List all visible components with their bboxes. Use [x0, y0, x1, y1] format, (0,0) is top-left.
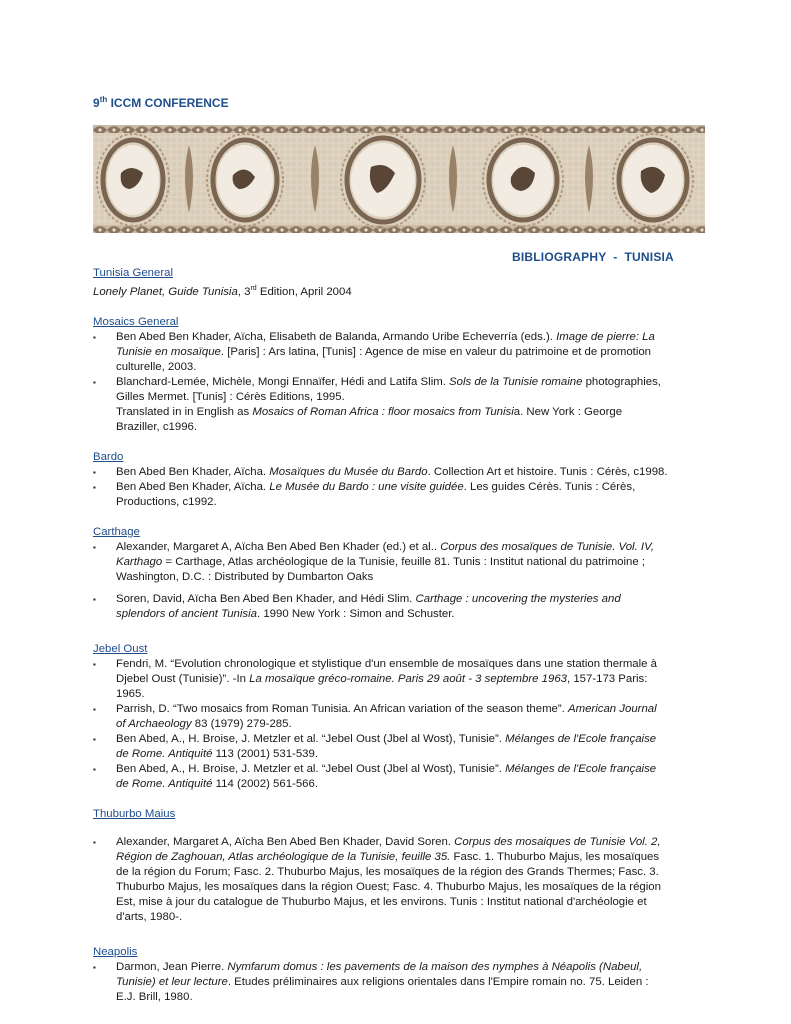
conference-title: 9th ICCM CONFERENCE	[93, 95, 229, 110]
bullet-icon: ▪	[93, 467, 96, 477]
entry-lonely-planet: Lonely Planet, Guide Tunisia, 3rd Edition, April 2004	[93, 285, 352, 298]
section-heading: Neapolis	[93, 945, 138, 958]
section-neapolis	[93, 945, 668, 1005]
bullet-icon: ▪	[93, 594, 96, 604]
section-heading: Tunisia General	[93, 267, 173, 279]
list-item: ▪ Blanchard-Lemée, Michèle, Mongi Ennaïfer, Hédi and Latifa Slim. Sols de la Tunisie romaine photographies, Gilles Mermet. [Tunis] : Cérès Editions, 1995. Translated in in English as Mosaics of Roman Africa : floor mosaics from Tunisia. New York : George Braziller, c1996.	[93, 375, 661, 433]
bullet-icon: ▪	[93, 377, 96, 387]
bullet-icon: ▪	[93, 764, 96, 774]
bullet-icon: ▪	[93, 659, 96, 669]
list-item: ▪ Ben Abed Ben Khader, Aïcha. Mosaïques du Musée du Bardo. Collection Art et histoire. Tunis : Cérès, c1998.	[93, 465, 668, 478]
list-item: ▪ Soren, David, Aïcha Ben Abed Ben Khader, and Hédi Slim. Carthage : uncovering the mysteries and splendors of ancient Tunisia. 1990 New York : Simon and Schuster.	[93, 592, 621, 620]
list-item: ▪ Parrish, D. “Two mosaics from Roman Tunisia. An African variation of the season theme”. American Journal of Archaeology 83 (1979) 279-285.	[93, 702, 657, 730]
list-item: ▪ Ben Abed Ben Khader, Aïcha. Le Musée du Bardo : une visite guidée. Les guides Cérès. Tunis : Cérès, Productions, c1992.	[93, 480, 636, 508]
list-item: ▪ Ben Abed Ben Khader, Aïcha, Elisabeth de Balanda, Armando Uribe Echeverría (eds.). Image de pierre: La Tunisie en mosaïque. [Paris] : Ars latina, [Tunis] : Agence de mise en valeur du patrimoine et de promotion culturelle, 2003.	[93, 330, 655, 373]
bibliography-content	[93, 266, 668, 1005]
bullet-icon: ▪	[93, 542, 96, 552]
bullet-icon: ▪	[93, 734, 96, 744]
bullet-icon: ▪	[93, 332, 96, 342]
bullet-icon: ▪	[93, 962, 96, 972]
section-mosaics-general	[93, 315, 668, 435]
section-heading: Bardo	[93, 450, 124, 463]
mosaic-banner-image	[93, 125, 705, 233]
list-item: ▪ Ben Abed, A., H. Broise, J. Metzler et al. “Jebel Oust (Jbel al Wost), Tunisie”. Mélanges de l'Ecole française de Rome. Antiquité 114 (2002) 561-566.	[93, 762, 657, 790]
bibliography-title: BIBLIOGRAPHY - TUNISIA	[512, 250, 674, 264]
bullet-icon: ▪	[93, 837, 96, 847]
section-tunisia-general	[93, 266, 668, 300]
section-carthage	[93, 525, 668, 622]
list-item: ▪ Fendri, M. “Evolution chronologique et stylistique d'un ensemble de mosaïques dans une station thermale à Djebel Oust (Tunisie)”. -In La mosaïque gréco-romaine. Paris 29 août - 3 septembre 1963, 157-173 Paris: 1965.	[93, 657, 658, 700]
section-bardo	[93, 450, 668, 510]
section-heading: Jebel Oust	[93, 642, 148, 655]
list-item: ▪ Darmon, Jean Pierre. Nymfarum domus : les pavements de la maison des nymphes à Néapolis (Nabeul, Tunisie) et leur lecture. Etudes préliminaires aux religions orientales dans l'Empire romain no. 75. Leiden : E.J. Brill, 1980.	[93, 960, 649, 1003]
list-item: ▪ Alexander, Margaret A, Aïcha Ben Abed Ben Khader (ed.) et al.. Corpus des mosaïques de Tunisie. Vol. IV, Karthago = Carthage, Atlas archéologique de la Tunisie, feuille 81. Tunis : Institut national du patrimoine ; Washington, D.C. : Distributed by Dumbarton Oaks	[93, 540, 654, 583]
list-item: ▪ Ben Abed, A., H. Broise, J. Metzler et al. “Jebel Oust (Jbel al Wost), Tunisie”. Mélanges de l'Ecole française de Rome. Antiquité 113 (2001) 531-539.	[93, 732, 657, 760]
section-thuburbo-maius	[93, 807, 668, 925]
section-heading: Thuburbo Maius	[93, 807, 176, 820]
section-jebel-oust	[93, 642, 668, 792]
list-item: ▪ Alexander, Margaret A, Aïcha Ben Abed Ben Khader, David Soren. Corpus des mosaiques de Tunisie Vol. 2, Région de Zaghouan, Atlas archéologique de la Tunisie, feuille 35. Fasc. 1. Thuburbo Majus, les mosaïques de la région du Forum; Fasc. 2. Thuburbo Majus, les mosaïques de la région des Grands Thermes; Fasc. 3. Thuburbo Majus, les mosaïques dans la région Ouest; Fasc. 4. Thuburbo Majus, les mosaïques de la région Est, mise à jour du catalogue de Thuburbo Majus, et les environs. Tunis : Institut national d'archéologie et d'arts, 1980-.	[93, 835, 661, 923]
section-heading: Carthage	[93, 525, 140, 538]
section-heading: Mosaics General	[93, 315, 179, 328]
bullet-icon: ▪	[93, 704, 96, 714]
bullet-icon: ▪	[93, 482, 96, 492]
